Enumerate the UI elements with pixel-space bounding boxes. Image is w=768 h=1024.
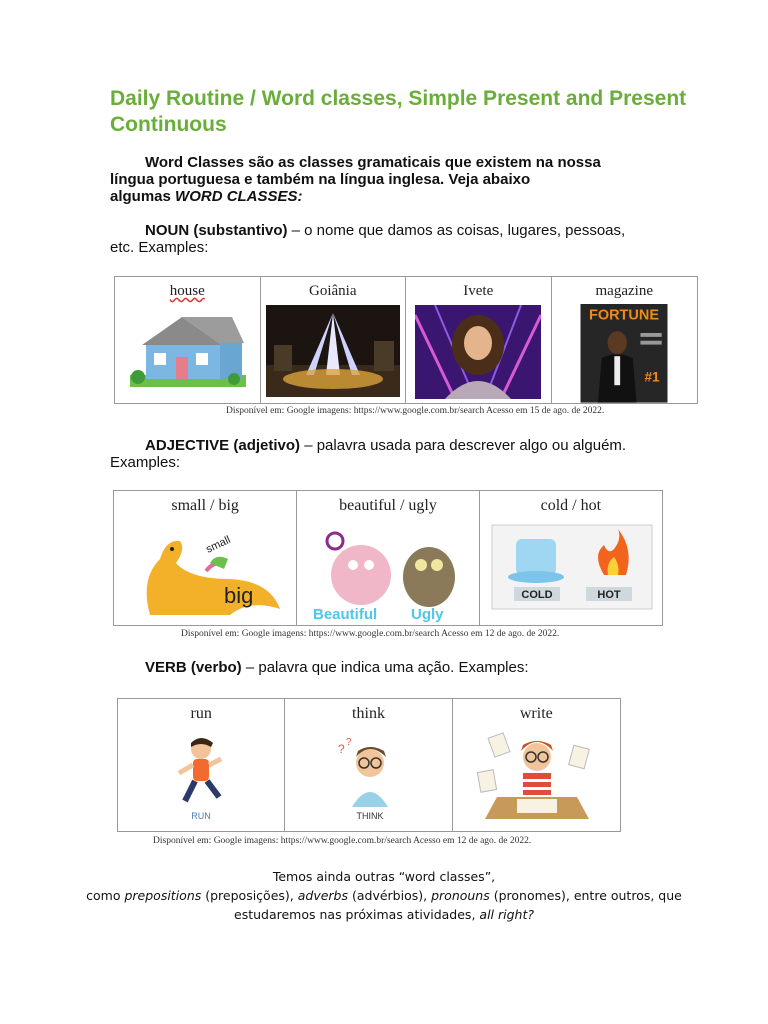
intro-paragraph: [110, 154, 670, 205]
noun-caption-goiania: Goiânia: [309, 283, 357, 299]
verb-cell-think: [285, 699, 452, 831]
noun-caption-ivete: Ivete: [463, 283, 494, 299]
magazine-rank: #1: [644, 369, 660, 385]
adjective-cell-beautiful-ugly: [297, 491, 479, 625]
house-image: [122, 305, 252, 390]
intro-word-classes: WORD CLASSES:: [175, 188, 303, 205]
verb-cell-run: [118, 699, 285, 831]
adjective-caption-small-big: small / big: [171, 497, 239, 514]
noun-cell-goiania: [261, 277, 407, 403]
noun-cell-ivete: [406, 277, 552, 403]
verb-cell-write: [453, 699, 620, 831]
closing-line-2: como prepositions (preposições), adverbs (advérbios), pronouns (pronomes), entre outros, que: [86, 888, 682, 903]
closing-line-1: Temos ainda outras “word classes”,: [272, 869, 496, 884]
verb-heading: VERB (verbo): [145, 659, 242, 676]
noun-cell-house: [115, 277, 261, 403]
ivete-image: [415, 305, 541, 399]
noun-caption-house: house: [169, 283, 205, 299]
verb-caption-run: run: [190, 705, 212, 722]
noun-cell-magazine: [552, 277, 698, 403]
ugly-word: Ugly: [410, 606, 444, 623]
noun-caption-magazine: magazine: [595, 283, 653, 299]
beautiful-ugly-image: [303, 519, 473, 623]
closing-paragraph: [80, 867, 688, 924]
adjective-text-1: – palavra usada para descrever algo ou alguém.: [300, 437, 627, 454]
noun-heading: NOUN (substantivo): [145, 222, 288, 239]
adjective-caption-beautiful-ugly: beautiful / ugly: [339, 497, 437, 514]
svg-text:?: ?: [346, 737, 353, 748]
think-word: THINK: [356, 811, 384, 821]
magazine-name: FORTUNE: [589, 307, 660, 324]
adjective-examples-table: [113, 490, 663, 626]
small-word: small: [204, 533, 233, 556]
intro-line-2: língua portuguesa e também na língua inglesa. Veja abaixo: [110, 171, 531, 188]
verb-paragraph: [110, 659, 670, 676]
adjective-heading: ADJECTIVE (adjetivo): [145, 437, 301, 454]
prepositions-term: prepositions: [124, 888, 202, 903]
adverbs-term: adverbs: [297, 888, 349, 903]
noun-paragraph: [110, 222, 670, 256]
adjective-source: Disponível em: Google imagens: https://www.google.com.br/search Acesso em 12 de ago. de 2022.: [181, 629, 560, 639]
noun-examples-table: [114, 276, 698, 404]
verb-caption-think: think: [352, 705, 385, 722]
noun-source: Disponível em: Google imagens: https://www.google.com.br/search Acesso em 15 de ago. de 2022.: [226, 406, 605, 416]
intro-line-3: algumas: [110, 188, 176, 205]
verb-examples-table: [117, 698, 621, 832]
magazine-image: [579, 304, 669, 403]
hot-word: HOT: [597, 589, 621, 601]
noun-text-1: – o nome que damos as coisas, lugares, pessoas,: [287, 222, 626, 239]
closing-line-3: estudaremos nas próximas atividades, all right?: [234, 907, 534, 922]
run-word: RUN: [191, 811, 211, 821]
write-image: [471, 727, 601, 827]
cold-word: COLD: [521, 589, 553, 601]
adjective-text-2: Examples:: [110, 454, 181, 471]
goiania-image: [266, 305, 400, 397]
dinosaurs-image: [120, 519, 290, 619]
pronouns-term: pronouns: [431, 888, 490, 903]
think-image: [328, 727, 408, 827]
adjective-cell-small-big: [114, 491, 297, 625]
adjective-paragraph: [110, 437, 670, 471]
run-image: [161, 727, 241, 827]
svg-text:?: ?: [338, 742, 346, 756]
verb-caption-write: write: [519, 705, 553, 722]
big-word: big: [224, 583, 254, 608]
adjective-caption-cold-hot: cold / hot: [540, 497, 602, 514]
verb-text-1: – palavra que indica uma ação. Examples:: [241, 659, 529, 676]
all-right-phrase: all right?: [479, 907, 534, 922]
cold-hot-image: [486, 519, 656, 613]
page-title: Daily Routine / Word classes, Simple Present and Present Continuous: [110, 87, 687, 136]
noun-text-2: etc. Examples:: [110, 239, 209, 256]
verb-source: Disponível em: Google imagens: https://www.google.com.br/search Acesso em 12 de ago. de 2022.: [153, 836, 532, 846]
adjective-cell-cold-hot: [480, 491, 662, 625]
intro-line-1: Word Classes são as classes gramaticais que existem na nossa: [145, 154, 601, 171]
beautiful-word: Beautiful: [312, 606, 378, 623]
